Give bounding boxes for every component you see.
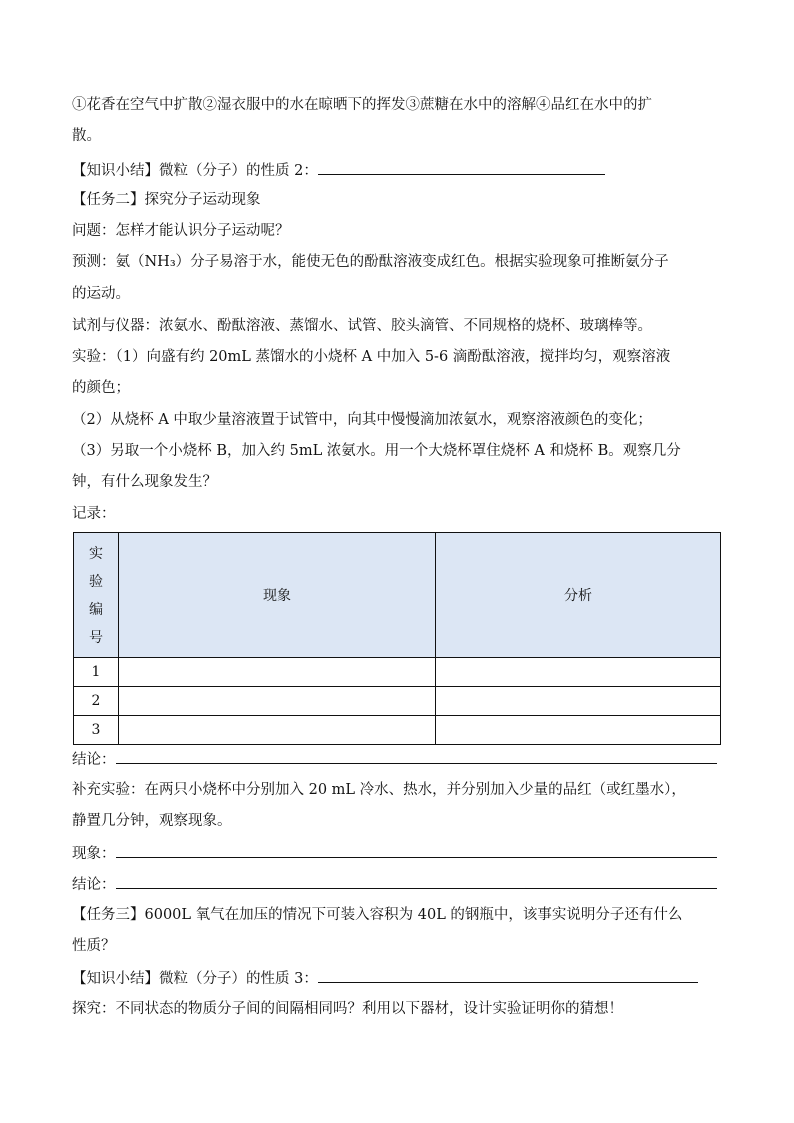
analysis-header: 分析 — [436, 533, 721, 658]
record-label: 记录： — [72, 506, 116, 522]
text-line-2: 散。 — [72, 128, 101, 144]
question-line: 问题：怎样才能认识分子运动呢？ — [72, 223, 290, 239]
knowledge-summary-3 — [72, 968, 698, 989]
knowledge-summary-2-label: 【知识小结】微粒（分子）的性质 2： — [72, 163, 318, 179]
header-char: 编 — [89, 602, 103, 618]
answer-blank[interactable] — [116, 749, 717, 764]
knowledge-summary-2 — [72, 160, 605, 181]
phenomenon-header: 现象 — [119, 533, 436, 658]
analysis-cell[interactable] — [436, 716, 721, 745]
answer-blank[interactable] — [116, 843, 717, 858]
answer-blank[interactable] — [116, 874, 717, 889]
phenomenon-line — [72, 843, 717, 864]
phenomenon-cell[interactable] — [119, 658, 436, 687]
phenomenon-cell[interactable] — [119, 716, 436, 745]
experiment-step-2: （2）从烧杯 A 中取少量溶液置于试管中，向其中慢慢滴加浓氨水，观察溶液颜色的变化； — [72, 412, 652, 428]
table-row — [74, 687, 721, 716]
analysis-cell[interactable] — [436, 687, 721, 716]
inquiry-line: 探究：不同状态的物质分子间的间隔相同吗？利用以下器材，设计实验证明你的猜想！ — [72, 1001, 623, 1017]
task-two-heading: 【任务二】探究分子运动现象 — [72, 192, 261, 208]
conclusion-label: 结论： — [72, 877, 116, 893]
task-three-heading: 【任务三】6000L 氧气在加压的情况下可装入容积为 40L 的钢瓶中，该事实说明分子还有什么 — [72, 907, 683, 923]
conclusion-line-1 — [72, 749, 717, 770]
phenomenon-label: 现象： — [72, 846, 116, 862]
phenomenon-cell[interactable] — [119, 687, 436, 716]
table-row — [74, 658, 721, 687]
knowledge-summary-3-label: 【知识小结】微粒（分子）的性质 3： — [72, 971, 318, 987]
header-char: 实 — [89, 546, 103, 562]
experiment-step-1-cont: 的颜色； — [72, 380, 130, 396]
answer-blank[interactable] — [318, 160, 605, 175]
table-row — [74, 716, 721, 745]
table-header-row — [74, 533, 721, 658]
task-three-cont: 性质？ — [72, 938, 116, 954]
conclusion-line-2 — [72, 874, 717, 895]
record-table — [73, 532, 721, 745]
text-line-1: ①花香在空气中扩散②湿衣服中的水在晾晒下的挥发③蔗糖在水中的溶解④品红在水中的扩 — [72, 97, 652, 113]
row-number: 2 — [74, 687, 119, 716]
row-number: 1 — [74, 658, 119, 687]
experiment-step-1: 实验：（1）向盛有约 20mL 蒸馏水的小烧杯 A 中加入 5-6 滴酚酞溶液，搅拌均匀，观察溶液 — [72, 349, 671, 365]
supplementary-experiment-cont: 静置几分钟，观察现象。 — [72, 813, 232, 829]
header-char: 号 — [89, 630, 103, 646]
experiment-step-3-cont: 钟，有什么现象发生？ — [72, 474, 217, 490]
reagents-line: 试剂与仪器：浓氨水、酚酞溶液、蒸馏水、试管、胶头滴管、不同规格的烧杯、玻璃棒等。 — [72, 318, 652, 334]
header-char: 验 — [89, 574, 103, 590]
prediction-line-2: 的运动。 — [72, 286, 130, 302]
experiment-step-3: （3）另取一个小烧杯 B，加入约 5mL 浓氨水。用一个大烧杯罩住烧杯 A 和烧杯 B。观察几分 — [72, 443, 681, 459]
supplementary-experiment: 补充实验：在两只小烧杯中分别加入 20 mL 冷水、热水，并分别加入少量的品红（或红墨水）， — [72, 782, 686, 798]
prediction-line: 预测：氨（NH₃）分子易溶于水，能使无色的酚酞溶液变成红色。根据实验现象可推断氨分子 — [72, 254, 669, 270]
answer-blank[interactable] — [318, 968, 698, 983]
conclusion-label: 结论： — [72, 752, 116, 768]
analysis-cell[interactable] — [436, 658, 721, 687]
experiment-number-header — [74, 533, 119, 658]
row-number: 3 — [74, 716, 119, 745]
